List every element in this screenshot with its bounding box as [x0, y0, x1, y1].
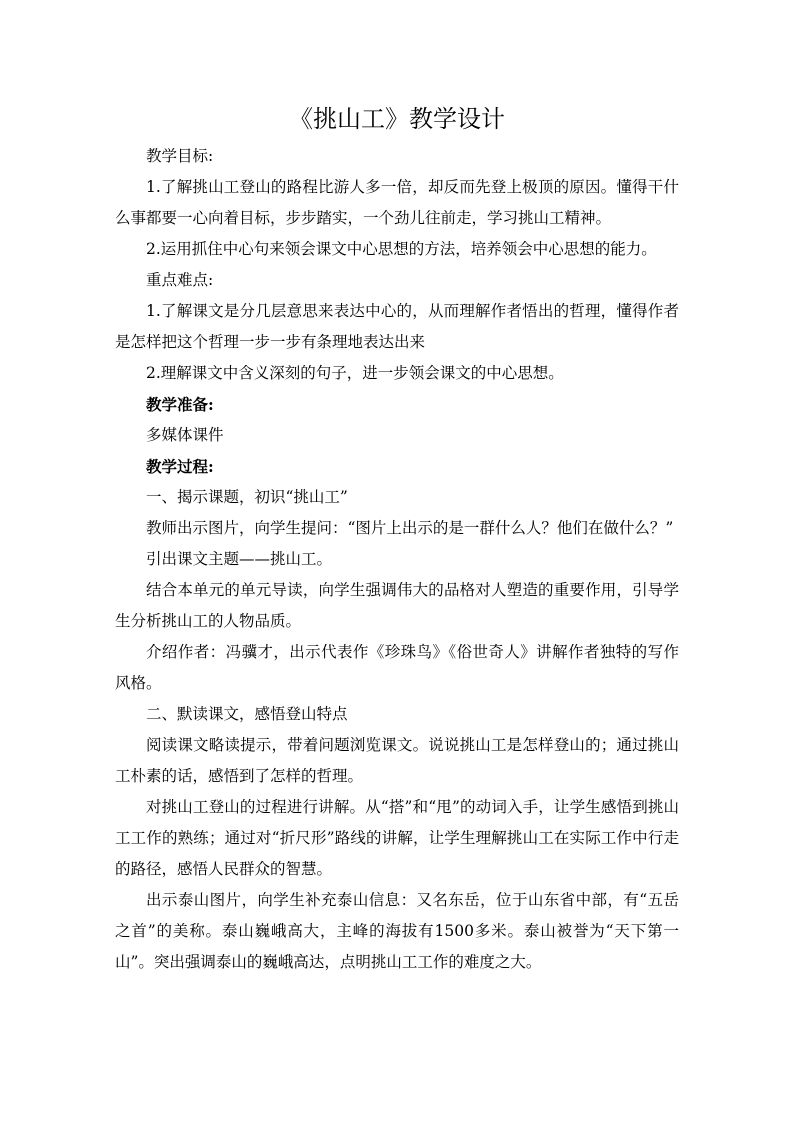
- document-title: 《挑山工》教学设计: [289, 105, 505, 133]
- body-paragraph: 一、揭示课题，初识“挑山工”: [146, 488, 348, 506]
- body-paragraph: 1.了解挑山工登山的路程比游人多一倍，却反而先登上极顶的原因。懂得干什么事都要一心向着目标，步步踏实，一个劲儿往前走，学习挑山工精神。: [115, 178, 679, 227]
- body-paragraph: 对挑山工登山的过程进行讲解。从“搭”和“甩”的动词入手，让学生感悟到挑山工工作的熟练；通过对“折尺形”路线的讲解，让学生理解挑山工在实际工作中行走的路径，感悟人民群众的智慧。: [115, 798, 679, 878]
- body-paragraph: 2.理解课文中含义深刻的句子，进一步领会课文的中心思想。: [146, 364, 564, 382]
- body-paragraph: 出示泰山图片，向学生补充泰山信息：又名东岳，位于山东省中部，有“五岳之首”的美称。泰山巍峨高大，主峰的海拔有1500多米。泰山被誉为“天下第一山”。突出强调泰山的巍峨高达，点明挑山工工作的难度之大。: [115, 891, 679, 971]
- body-paragraph: 二、默读课文，感悟登山特点: [146, 705, 348, 723]
- section-heading: 教学准备:: [146, 395, 214, 414]
- body-paragraph: 1.了解课文是分几层意思来表达中心的，从而理解作者悟出的哲理，懂得作者是怎样把这个哲理一步一步有条理地表达出来: [115, 302, 679, 351]
- document-page: [115, 100, 679, 978]
- section-heading: 重点难点:: [146, 271, 214, 289]
- body-paragraph: 阅读课文略读提示，带着问题浏览课文。说说挑山工是怎样登山的；通过挑山工朴素的话，感悟到了怎样的哲理。: [115, 736, 679, 785]
- section-heading: 教学目标:: [146, 147, 214, 165]
- body-paragraph: 多媒体课件: [146, 426, 224, 444]
- body-paragraph: 教师出示图片，向学生提问：“图片上出示的是一群什么人？他们在做什么？”: [146, 519, 674, 537]
- body-paragraph: 结合本单元的单元导读，向学生强调伟大的品格对人塑造的重要作用，引导学生分析挑山工的人物品质。: [115, 581, 679, 630]
- body-paragraph: 介绍作者：冯骥才，出示代表作《珍珠鸟》《俗世奇人》讲解作者独特的写作风格。: [115, 643, 679, 692]
- body-paragraph: 2.运用抓住中心句来领会课文中心思想的方法，培养领会中心思想的能力。: [146, 240, 657, 258]
- document-body: [115, 141, 679, 978]
- body-paragraph: 引出课文主题——挑山工。: [146, 550, 333, 568]
- section-heading: 教学过程:: [146, 457, 214, 476]
